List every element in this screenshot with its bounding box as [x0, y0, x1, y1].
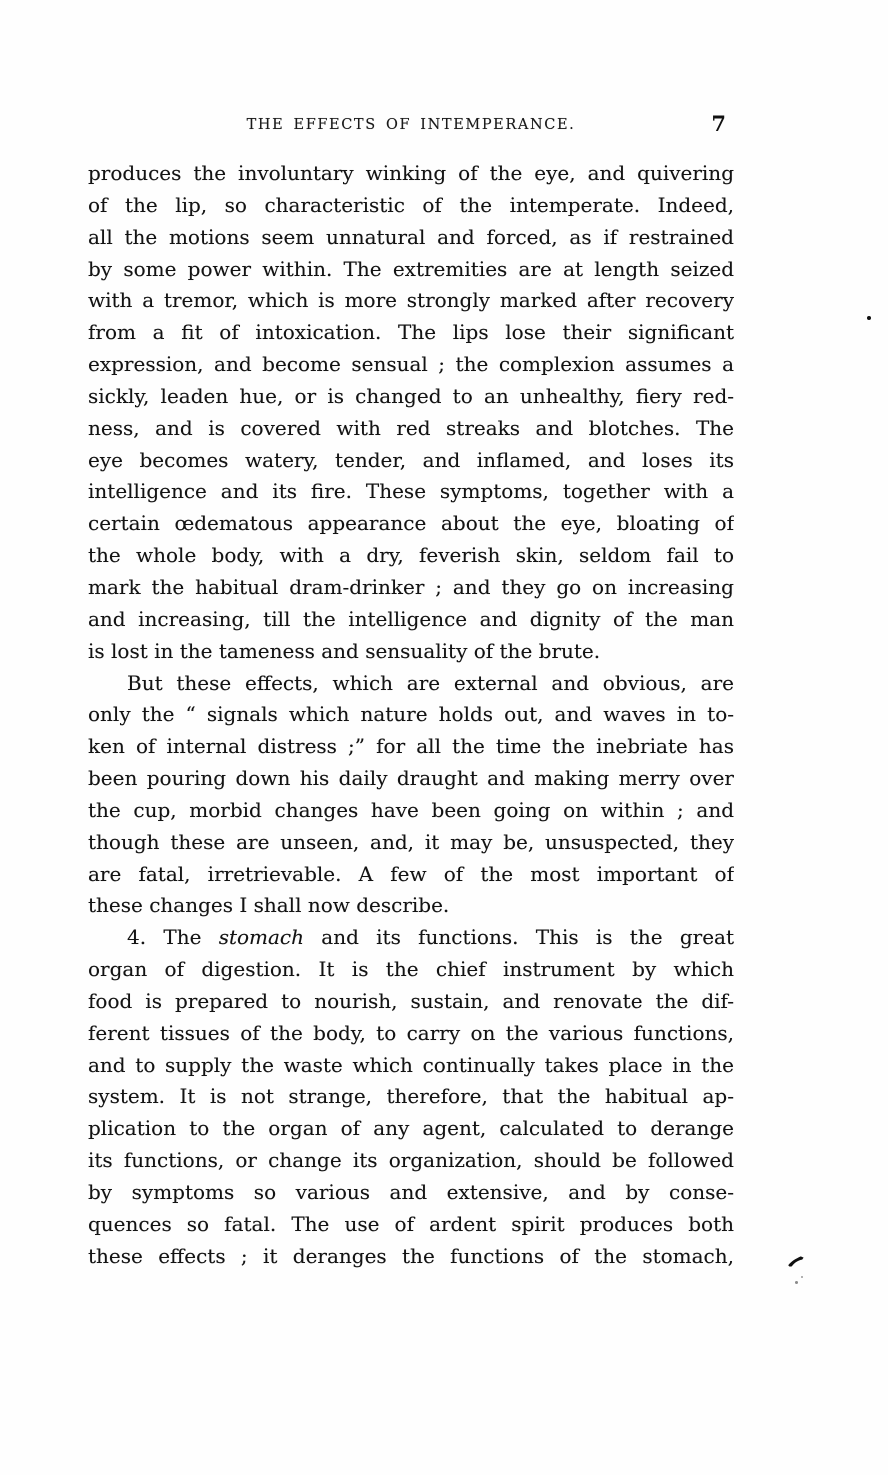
text-line: from a fit of intoxication. The lips lose their significant — [88, 320, 734, 345]
text-line: ness, and is covered with red streaks and blotches. The — [88, 415, 734, 440]
ink-speck-icon — [867, 316, 871, 320]
text-line: been pouring down his daily draught and making merry over — [88, 766, 734, 791]
text-line: these changes I shall now describe. — [88, 893, 450, 918]
paragraph — [88, 922, 734, 1272]
text-line: sickly, leaden hue, or is changed to an unhealthy, fiery red- — [88, 383, 734, 408]
text-line: system. It is not strange, therefore, that the habitual ap- — [88, 1084, 734, 1109]
page-number: 7 — [711, 111, 726, 136]
text-line: by some power within. The extremities are at length seized — [88, 256, 734, 281]
running-title: THE EFFECTS OF INTEMPERANCE. — [246, 117, 576, 133]
text-line: food is prepared to nourish, sustain, and renovate the dif- — [88, 988, 734, 1013]
text-line: only the “ signals which nature holds out, and waves in to- — [88, 702, 734, 727]
text-line: of the lip, so characteristic of the intemperate. Indeed, — [88, 192, 734, 217]
text-line: and increasing, till the intelligence and dignity of the man — [88, 606, 734, 631]
text-line: and to supply the waste which continually takes place in the — [88, 1052, 734, 1077]
running-head — [88, 111, 734, 158]
text-line: ferent tissues of the body, to carry on the various functions, — [88, 1020, 734, 1045]
paragraph — [88, 668, 734, 923]
text-line: mark the habitual dram-drinker ; and they go on increasing — [88, 574, 734, 599]
text-line: by symptoms so various and extensive, and by conse- — [88, 1180, 734, 1204]
text-line: quences so fatal. The use of ardent spirit produces both — [88, 1211, 734, 1236]
text-line: its functions, or change its organization, should be followed — [88, 1148, 734, 1173]
text-line: are fatal, irretrievable. A few of the most important of — [88, 861, 734, 886]
text-line: ken of internal distress ;” for all the time the inebriate has — [88, 734, 734, 759]
text-line: eye becomes watery, tender, and inflamed, and loses its — [88, 447, 734, 472]
text-line: the cup, morbid changes have been going on within ; and — [88, 797, 734, 822]
text-line: though these are unseen, and, it may be, unsuspected, they — [88, 829, 734, 854]
text-line: these effects ; it deranges the functions of the stomach, — [88, 1243, 734, 1268]
text-line: with a tremor, which is more strongly marked after recovery — [88, 288, 734, 313]
text-block — [88, 111, 734, 1273]
text-segment: 4. The — [127, 925, 219, 950]
text-line: expression, and become sensual ; the complexion assumes a — [88, 352, 734, 377]
page-body — [88, 158, 734, 1273]
text-segment: and its functions. This is the great — [304, 925, 734, 950]
paragraph — [88, 158, 734, 668]
ink-blot-icon — [787, 1253, 805, 1266]
ink-dot-small-icon — [801, 1276, 803, 1278]
text-line: all the motions seem unnatural and forced, as if restrained — [88, 224, 734, 249]
text-line: produces the involuntary winking of the eye, and quivering — [88, 161, 734, 185]
text-line: the whole body, with a dry, feverish skin, seldom fail to — [88, 543, 734, 568]
text-line: plication to the organ of any agent, calculated to derange — [88, 1116, 734, 1141]
text-line — [88, 922, 734, 954]
italic-text: stomach — [218, 925, 304, 950]
text-line: But these effects, which are external and obvious, are — [127, 670, 734, 695]
ink-dot-icon — [795, 1281, 798, 1284]
text-line: organ of digestion. It is the chief instrument by which — [88, 957, 734, 982]
text-line: intelligence and its fire. These symptoms, together with a — [88, 479, 734, 504]
text-line: is lost in the tameness and sensuality of the brute. — [88, 638, 601, 663]
text-line: certain œdematous appearance about the eye, bloating of — [88, 511, 734, 536]
